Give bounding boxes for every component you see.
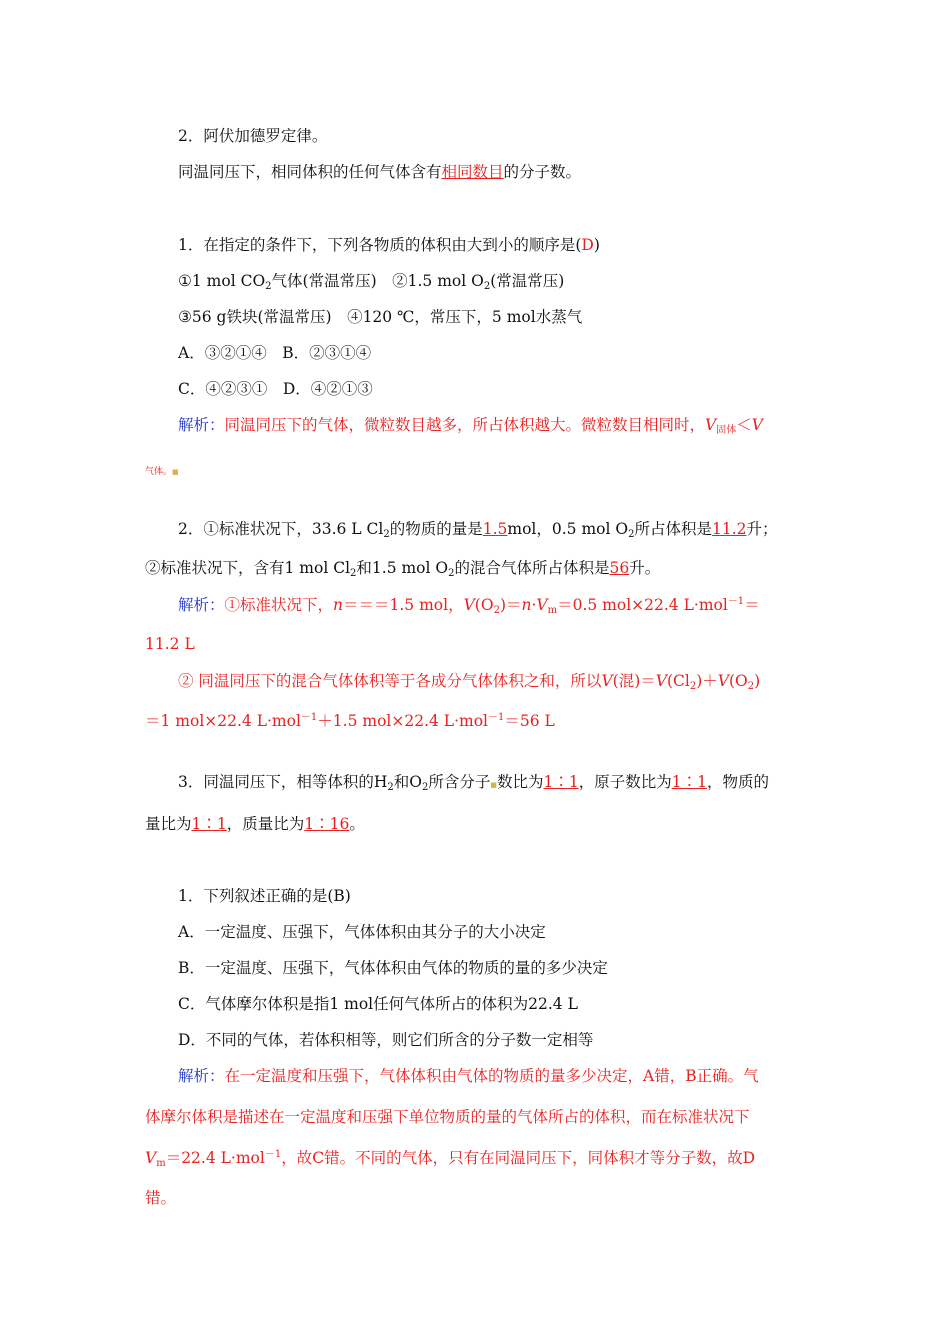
fill-blank: 11.2 <box>711 520 747 538</box>
explanation-label: 解析： <box>178 416 225 434</box>
q4-explanation-1: 解析：在一定温度和压强下，气体体积由气体的物质的量多少决定，A错，B正确。气 <box>178 1067 759 1085</box>
q3-line1: 3．同温同压下，相等体积的$H_2$和$O_2$所含分子■数比为1∶1，原子数比为1∶1，物质的 <box>178 773 770 793</box>
law-statement: 同温同压下，相同体积的任何气体含有相同数目的分子数。 <box>178 163 582 181</box>
fill-blank: 1∶1 <box>191 815 227 833</box>
marker-dot: ■ <box>490 781 497 789</box>
q2-line1: 2．①标准状况下，33.6 L $Cl_2$的物质的量是1.5mol，0.5 mol $O_2$所占体积是11.2升； <box>178 520 778 540</box>
section-title: 2．阿伏加德罗定律。 <box>178 127 328 145</box>
q4-option-b: B．一定温度、压强下，气体体积由气体的物质的量的多少决定 <box>178 959 608 977</box>
fill-blank: 1∶1 <box>671 773 707 791</box>
q1-stem: 1．在指定的条件下，下列各物质的体积由大到小的顺序是(D) <box>178 236 600 254</box>
q1-answer: D <box>581 236 594 254</box>
q4-option-c: C．气体摩尔体积是指1 mol任何气体所占的体积为22.4 L <box>178 995 578 1013</box>
q1-explanation-cont: 气体。■ <box>145 467 179 477</box>
q1-items-line1: ①1 mol $CO_2$气体(常温常压) ②1.5 mol $O_2$(常温常压) <box>178 272 565 292</box>
marker-dot: ■ <box>172 468 179 476</box>
q2-explanation-1: 解析：①标准状况下，n＝＝＝1.5 mol，$V(O_2)=n\cdot V_m=0.5$ mol×22.4 L·mol$^{-1}$＝ <box>178 596 760 616</box>
q2-line2: ②标准状况下，含有1 mol $Cl_2$和1.5 mol $O_2$的混合气体所占体积是56升。 <box>145 559 661 579</box>
explanation-label: 解析： <box>178 1067 225 1085</box>
q2-explanation-2: 11.2 L <box>145 635 195 653</box>
fill-blank: 56 <box>609 559 630 577</box>
explanation-label: 解析： <box>178 596 225 614</box>
fill-blank: 1∶1 <box>543 773 579 791</box>
q4-option-d: D．不同的气体，若体积相等，则它们所含的分子数一定相等 <box>178 1031 594 1049</box>
q1-items-line2: ③56 g铁块(常温常压) ④120 ℃，常压下，5 mol水蒸气 <box>178 308 583 326</box>
q4-explanation-4: 错。 <box>145 1189 177 1207</box>
fill-blank: 1.5 <box>482 520 508 538</box>
q4-option-a: A．一定温度、压强下，气体体积由其分子的大小决定 <box>178 923 546 941</box>
q2-explanation-4: ＝1 mol×22.4 L·mol$^{-1}$＋1.5 mol×22.4 L·mol$^{-1}$＝56 L <box>145 712 555 730</box>
q1-explanation: 解析：同温同压下的气体，微粒数目越多，所占体积越大。微粒数目相同时，$V_{固体}<V$ <box>178 416 763 436</box>
q4-explanation-2: 体摩尔体积是描述在一定温度和压强下单位物质的量的气体所占的体积，而在标准状况下 <box>145 1108 750 1126</box>
q1-options-cd: C．④②③① D．④②①③ <box>178 380 373 398</box>
q2-explanation-3: ② 同温同压下的混合气体体积等于各成分气体体积之和，所以V(混)$=V(Cl_2)+V(O_2)$ <box>178 672 761 692</box>
fill-blank: 相同数目 <box>441 163 504 181</box>
fill-blank: 1∶16 <box>304 815 350 833</box>
q4-stem: 1．下列叙述正确的是(B) <box>178 887 351 905</box>
q3-line2: 量比为1∶1，质量比为1∶16。 <box>145 815 365 833</box>
q1-options-ab: A．③②①④ B．②③①④ <box>178 344 372 362</box>
q4-explanation-3: $V_m=22.4$ L·mol$^{-1}$，故C错。不同的气体，只有在同温同压下，同体积才等分子数，故D <box>145 1149 756 1169</box>
